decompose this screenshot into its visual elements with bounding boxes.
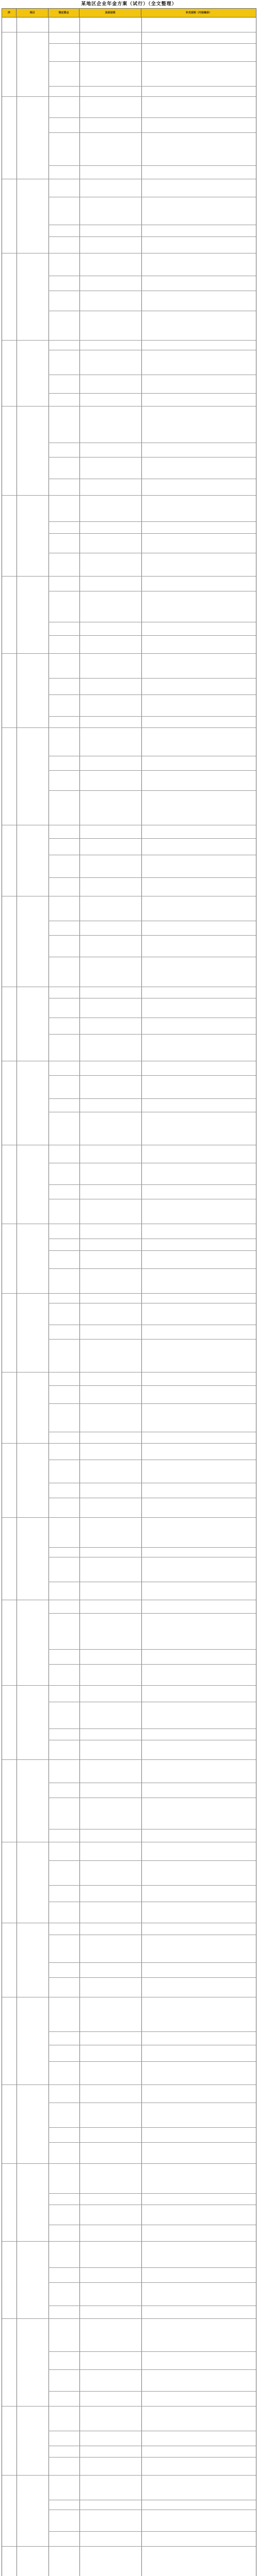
row-rule [2,495,256,496]
row-rule [2,1517,256,1518]
row-rule [49,132,256,133]
row-rule [2,2318,256,2319]
row-rule [2,1443,256,1444]
row-rule [2,1685,256,1686]
column-header-details: 具体说明 [79,9,141,17]
row-rule [2,2546,256,2547]
row-rule [49,1885,256,1886]
table-header [2,9,256,18]
row-rule [2,2241,256,2242]
row-rule [49,533,256,534]
row-rule [49,2127,256,2128]
row-rule [49,2351,256,2352]
row-rule [49,1268,256,1269]
row-rule [49,2061,256,2062]
row-rule [49,877,256,878]
row-rule [49,1385,256,1386]
row-rule [49,1339,256,1340]
row-rule [49,1977,256,1978]
row-rule [2,2475,256,2476]
row-rule [49,770,256,771]
row-rule [49,236,256,237]
row-rule [49,635,256,636]
row-rule [49,43,256,44]
row-rule [49,2369,256,2370]
row-rule [49,678,256,679]
column-header-index: 序 [2,9,17,17]
row-rule [49,521,256,522]
row-rule [2,653,256,654]
row-rule [49,716,256,717]
row-rule [49,2193,256,2194]
row-rule [49,1098,256,1099]
row-rule [49,2391,256,2392]
row-rule [49,393,256,394]
row-rule [2,96,256,97]
row-rule [49,1962,256,1963]
row-rule [49,838,256,839]
row-rule [49,790,256,791]
column-rule [79,17,80,2576]
row-rule [49,2031,256,2032]
row-rule [49,61,256,62]
row-rule [2,576,256,577]
row-rule [49,2531,256,2532]
row-rule [49,86,256,87]
row-rule [2,340,256,341]
row-rule [49,1728,256,1729]
column-rule [141,17,142,2576]
row-rule [2,1759,256,1760]
document-title: 某地区企业年金方案（试行）（全文整理） [81,2,177,7]
row-rule [49,2282,256,2283]
column-header-notes: 补充说明（内容摘录） [185,11,212,14]
row-rule [49,1664,256,1665]
row-rule [49,2457,256,2458]
row-rule [49,1860,256,1861]
row-rule [49,1075,256,1076]
row-rule [49,1613,256,1614]
row-rule [49,1547,256,1548]
row-rule [49,1034,256,1035]
row-rule [49,2142,256,2143]
row-rule [2,2163,256,2164]
column-header-key-points: 规定要点 [49,9,79,17]
row-rule [49,935,256,936]
row-rule [2,727,256,728]
row-rule [49,1649,256,1650]
row-rule [49,2267,256,2268]
row-rule [49,694,256,695]
row-rule [49,165,256,166]
row-rule [49,117,256,118]
regulation-table [2,8,256,2576]
row-rule [49,1403,256,1404]
row-rule [49,1184,256,1185]
row-rule [2,2084,256,2085]
row-rule [2,1293,256,1294]
row-rule [49,1250,256,1251]
column-header-item: 项目 [17,9,49,17]
